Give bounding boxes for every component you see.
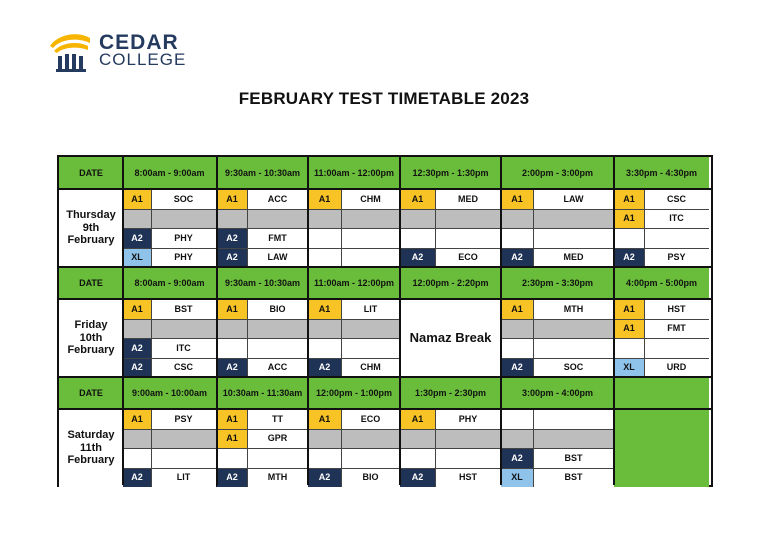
- level-badge: A1: [614, 189, 644, 209]
- day-label: Thursday 9th February: [59, 189, 123, 267]
- grid-line: [151, 189, 152, 267]
- subject-cell[interactable]: SOC: [151, 189, 216, 209]
- empty-subject-cell: [533, 209, 614, 229]
- level-badge: A1: [501, 189, 533, 209]
- date-header: DATE: [59, 377, 123, 409]
- empty-level-cell: [217, 319, 247, 339]
- empty-level-cell: [123, 319, 151, 339]
- grid-line: [614, 319, 709, 320]
- level-badge: A1: [400, 189, 435, 209]
- empty-level-cell: [400, 429, 435, 449]
- empty-subject-cell: [533, 228, 614, 248]
- subject-cell[interactable]: CSC: [644, 189, 709, 209]
- grid-line: [501, 448, 614, 449]
- grid-line: [501, 338, 614, 339]
- day-label: Saturday 11th February: [59, 409, 123, 487]
- time-slot-header: 10:30am - 11:30am: [217, 377, 308, 409]
- empty-green-block: [614, 409, 709, 487]
- time-slot-header: 8:00am - 9:00am: [123, 157, 216, 189]
- empty-level-cell: [501, 338, 533, 358]
- timetable: [57, 155, 713, 487]
- empty-level-cell: [501, 209, 533, 229]
- grid-line: [501, 209, 614, 210]
- empty-subject-cell: [151, 319, 216, 339]
- level-badge: A2: [217, 228, 247, 248]
- empty-subject-cell: [151, 448, 216, 468]
- subject-cell[interactable]: ACC: [247, 189, 308, 209]
- grid-line: [501, 468, 614, 469]
- empty-subject-cell: [435, 209, 501, 229]
- level-badge: A2: [123, 338, 151, 358]
- level-badge: A2: [501, 358, 533, 378]
- level-badge: A2: [400, 468, 435, 488]
- subject-cell[interactable]: BIO: [247, 299, 308, 319]
- time-slot-header: 9:30am - 10:30am: [217, 267, 308, 299]
- grid-line: [533, 189, 534, 267]
- level-badge: A2: [217, 468, 247, 488]
- grid-line: [308, 209, 400, 210]
- empty-level-cell: [217, 448, 247, 468]
- level-badge: XL: [614, 358, 644, 378]
- level-badge: A1: [308, 299, 341, 319]
- empty-level-cell: [217, 209, 247, 229]
- level-badge: A1: [614, 319, 644, 339]
- day-label: Friday 10th February: [59, 299, 123, 377]
- grid-line: [533, 299, 534, 377]
- grid-line: [501, 429, 614, 430]
- subject-cell[interactable]: BST: [151, 299, 216, 319]
- date-header: DATE: [59, 267, 123, 299]
- empty-subject-cell: [247, 338, 308, 358]
- level-badge: A2: [217, 248, 247, 268]
- subject-cell[interactable]: LAW: [533, 189, 614, 209]
- grid-line: [501, 319, 614, 320]
- grid-line: [123, 319, 216, 320]
- grid-line: [614, 338, 709, 339]
- subject-cell[interactable]: LIT: [341, 299, 400, 319]
- subject-cell[interactable]: ITC: [151, 338, 216, 358]
- grid-line: [123, 448, 216, 449]
- level-badge: A1: [123, 189, 151, 209]
- empty-level-cell: [501, 319, 533, 339]
- grid-line: [614, 358, 709, 359]
- time-slot-header: 3:00pm - 4:00pm: [501, 377, 614, 409]
- grid-line: [501, 228, 614, 229]
- grid-line: [151, 409, 152, 487]
- grid-line: [217, 358, 308, 359]
- empty-level-cell: [308, 319, 341, 339]
- empty-level-cell: [123, 209, 151, 229]
- subject-cell[interactable]: CSC: [151, 358, 216, 378]
- subject-cell[interactable]: SOC: [533, 358, 614, 378]
- grid-line: [308, 228, 400, 229]
- grid-line: [217, 338, 308, 339]
- subject-cell[interactable]: BST: [533, 448, 614, 468]
- empty-subject-cell: [247, 319, 308, 339]
- grid-line: [123, 468, 216, 469]
- time-slot-header: 1:30pm - 2:30pm: [400, 377, 501, 409]
- empty-subject-cell: [247, 448, 308, 468]
- grid-line: [341, 299, 342, 377]
- subject-cell[interactable]: ACC: [247, 358, 308, 378]
- grid-line: [341, 189, 342, 267]
- level-badge: A2: [308, 468, 341, 488]
- time-slot-header: 8:00am - 9:00am: [123, 267, 216, 299]
- empty-subject-cell: [341, 338, 400, 358]
- grid-line: [217, 429, 308, 430]
- grid-line: [614, 248, 709, 249]
- grid-line: [400, 468, 501, 469]
- time-slot-header: 4:00pm - 5:00pm: [614, 267, 709, 299]
- grid-line: [308, 358, 400, 359]
- empty-subject-cell: [151, 429, 216, 449]
- empty-subject-cell: [644, 338, 709, 358]
- grid-line: [123, 338, 216, 339]
- subject-cell[interactable]: MED: [533, 248, 614, 268]
- empty-subject-cell: [341, 448, 400, 468]
- grid-line: [123, 209, 216, 210]
- subject-cell[interactable]: HST: [644, 299, 709, 319]
- grid-line: [123, 228, 216, 229]
- grid-line: [247, 409, 248, 487]
- level-badge: A2: [123, 228, 151, 248]
- grid-line: [308, 429, 400, 430]
- grid-line: [501, 248, 614, 249]
- time-slot-header: 12:00pm - 1:00pm: [308, 377, 400, 409]
- empty-subject-cell: [341, 248, 400, 268]
- level-badge: XL: [501, 468, 533, 488]
- logo-word-cedar: CEDAR: [99, 31, 179, 54]
- level-badge: A1: [217, 189, 247, 209]
- empty-subject-cell: [435, 429, 501, 449]
- subject-cell[interactable]: PHY: [151, 228, 216, 248]
- namaz-break-cell: Namaz Break: [400, 299, 501, 377]
- empty-level-cell: [400, 228, 435, 248]
- empty-level-cell: [501, 409, 533, 429]
- empty-subject-cell: [533, 429, 614, 449]
- empty-subject-cell: [533, 409, 614, 429]
- time-slot-header: 11:00am - 12:00pm: [308, 267, 400, 299]
- empty-level-cell: [501, 228, 533, 248]
- subject-cell[interactable]: ITC: [644, 209, 709, 229]
- grid-line: [435, 409, 436, 487]
- empty-subject-cell: [435, 228, 501, 248]
- grid-line: [247, 299, 248, 377]
- cedar-emblem-icon: [48, 30, 92, 72]
- date-header: DATE: [59, 157, 123, 189]
- level-badge: A1: [501, 299, 533, 319]
- grid-line: [217, 248, 308, 249]
- empty-subject-cell: [341, 209, 400, 229]
- subject-cell[interactable]: PHY: [151, 248, 216, 268]
- subject-cell[interactable]: LIT: [151, 468, 216, 488]
- grid-line: [400, 429, 501, 430]
- grid-line: [308, 468, 400, 469]
- empty-level-cell: [308, 429, 341, 449]
- empty-subject-cell: [341, 228, 400, 248]
- empty-subject-cell: [247, 209, 308, 229]
- grid-line: [123, 429, 216, 430]
- subject-cell[interactable]: MTH: [533, 299, 614, 319]
- grid-line: [308, 448, 400, 449]
- grid-line: [400, 448, 501, 449]
- empty-level-cell: [308, 209, 341, 229]
- level-badge: A2: [308, 358, 341, 378]
- subject-cell[interactable]: URD: [644, 358, 709, 378]
- level-badge: A2: [501, 248, 533, 268]
- level-badge: A1: [217, 409, 247, 429]
- grid-line: [307, 157, 309, 485]
- subject-cell[interactable]: BIO: [341, 468, 400, 488]
- time-slot-header: 3:30pm - 4:30pm: [614, 157, 709, 189]
- empty-subject-cell: [533, 319, 614, 339]
- grid-line: [308, 319, 400, 320]
- grid-line: [501, 358, 614, 359]
- subject-cell[interactable]: CHM: [341, 189, 400, 209]
- grid-line: [533, 409, 534, 487]
- grid-line: [400, 209, 501, 210]
- time-slot-header: 12:00pm - 2:20pm: [400, 267, 501, 299]
- empty-subject-cell: [151, 209, 216, 229]
- subject-cell[interactable]: CHM: [341, 358, 400, 378]
- page-title: FEBRUARY TEST TIMETABLE 2023: [238, 89, 530, 108]
- subject-cell[interactable]: PSY: [644, 248, 709, 268]
- level-badge: A2: [217, 358, 247, 378]
- time-slot-header: 2:00pm - 3:00pm: [501, 157, 614, 189]
- subject-cell[interactable]: ECO: [341, 409, 400, 429]
- level-badge: A1: [400, 409, 435, 429]
- empty-subject-cell: [341, 429, 400, 449]
- level-badge: A1: [308, 409, 341, 429]
- empty-subject-cell: [435, 448, 501, 468]
- empty-level-cell: [217, 338, 247, 358]
- level-badge: A1: [308, 189, 341, 209]
- subject-cell[interactable]: LAW: [247, 248, 308, 268]
- empty-level-cell: [123, 448, 151, 468]
- subject-cell[interactable]: PHY: [435, 409, 501, 429]
- level-badge: A2: [614, 248, 644, 268]
- grid-line: [613, 157, 615, 485]
- level-badge: A1: [614, 299, 644, 319]
- empty-level-cell: [614, 228, 644, 248]
- level-badge: XL: [123, 248, 151, 268]
- subject-cell[interactable]: FMT: [644, 319, 709, 339]
- empty-level-cell: [308, 248, 341, 268]
- subject-cell[interactable]: TT: [247, 409, 308, 429]
- grid-line: [217, 209, 308, 210]
- grid-line: [614, 228, 709, 229]
- empty-level-cell: [308, 228, 341, 248]
- empty-level-cell: [123, 429, 151, 449]
- grid-line: [123, 358, 216, 359]
- subject-cell[interactable]: MED: [435, 189, 501, 209]
- empty-subject-cell: [341, 319, 400, 339]
- time-slot-header: 2:30pm - 3:30pm: [501, 267, 614, 299]
- grid-line: [500, 157, 502, 485]
- subject-cell[interactable]: PSY: [151, 409, 216, 429]
- subject-cell[interactable]: HST: [435, 468, 501, 488]
- grid-line: [435, 189, 436, 267]
- grid-line: [151, 299, 152, 377]
- time-slot-header: 11:00am - 12:00pm: [308, 157, 400, 189]
- grid-line: [217, 468, 308, 469]
- grid-line: [308, 248, 400, 249]
- level-badge: A1: [123, 299, 151, 319]
- subject-cell[interactable]: ECO: [435, 248, 501, 268]
- grid-line: [216, 157, 218, 485]
- college-logo: [48, 30, 198, 72]
- empty-subject-cell: [644, 228, 709, 248]
- grid-line: [123, 248, 216, 249]
- grid-line: [341, 409, 342, 487]
- grid-line: [400, 228, 501, 229]
- subject-cell[interactable]: BST: [533, 468, 614, 488]
- grid-line: [614, 209, 709, 210]
- level-badge: A1: [217, 299, 247, 319]
- grid-line: [644, 299, 645, 377]
- grid-line: [308, 338, 400, 339]
- grid-line: [217, 319, 308, 320]
- grid-line: [217, 448, 308, 449]
- grid-line: [399, 157, 401, 485]
- level-badge: A1: [614, 209, 644, 229]
- empty-level-cell: [400, 448, 435, 468]
- level-badge: A1: [123, 409, 151, 429]
- empty-level-cell: [501, 429, 533, 449]
- level-badge: A1: [217, 429, 247, 449]
- subject-cell[interactable]: MTH: [247, 468, 308, 488]
- empty-level-cell: [614, 338, 644, 358]
- empty-level-cell: [400, 209, 435, 229]
- time-slot-header: 12:30pm - 1:30pm: [400, 157, 501, 189]
- subject-cell[interactable]: FMT: [247, 228, 308, 248]
- empty-subject-cell: [533, 338, 614, 358]
- grid-line: [217, 228, 308, 229]
- level-badge: A2: [123, 358, 151, 378]
- level-badge: A2: [501, 448, 533, 468]
- empty-green-block: [614, 377, 709, 409]
- level-badge: A2: [123, 468, 151, 488]
- grid-line: [644, 189, 645, 267]
- subject-cell[interactable]: GPR: [247, 429, 308, 449]
- logo-word-college: COLLEGE: [99, 50, 187, 69]
- time-slot-header: 9:30am - 10:30am: [217, 157, 308, 189]
- grid-line: [400, 248, 501, 249]
- level-badge: A2: [400, 248, 435, 268]
- grid-line: [247, 189, 248, 267]
- time-slot-header: 9:00am - 10:00am: [123, 377, 216, 409]
- empty-level-cell: [308, 338, 341, 358]
- grid-line: [122, 157, 124, 485]
- empty-level-cell: [308, 448, 341, 468]
